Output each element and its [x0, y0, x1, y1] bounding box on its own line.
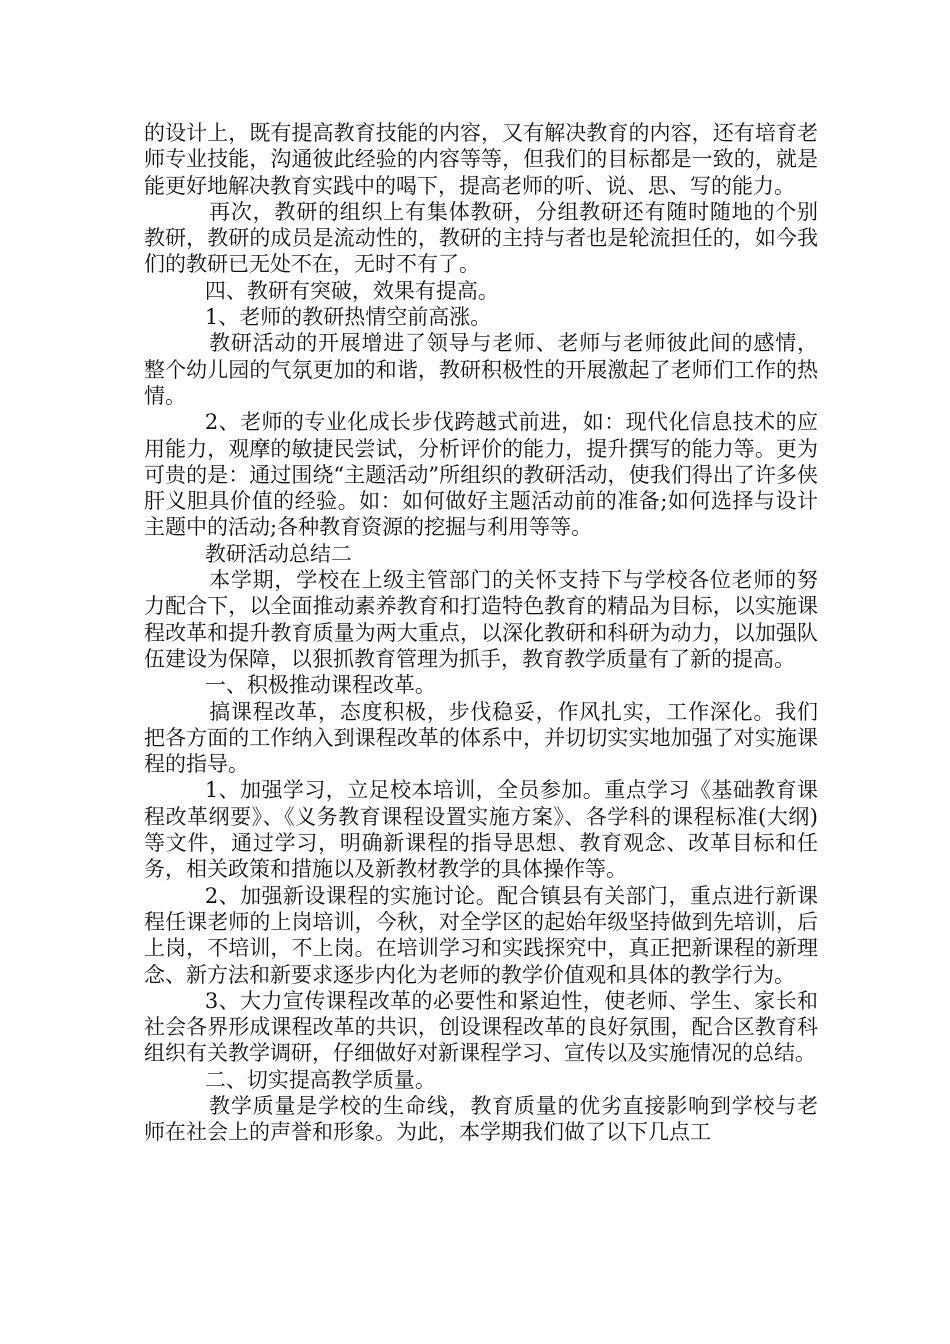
paragraph: 教学质量是学校的生命线，教育质量的优劣直接影响到学校与老师在社会上的声誉和形象。为此，本学期我们做了以下几点工	[144, 1093, 818, 1145]
paragraph: 本学期，学校在上级主管部门的关怀支持下与学校各位老师的努力配合下，以全面推动素养教育和打造特色教育的精品为目标，以实施课程改革和提升教育质量为两大重点，以深化教研和科研为动力，以加强队伍建设为保障，以狠抓教育管理为抓手，教育教学质量有了新的提高。	[144, 568, 818, 671]
paragraph-continuation: 的设计上，既有提高教育技能的内容，又有解决教育的内容，还有培育老师专业技能，沟通彼此经验的内容等等，但我们的目标都是一致的，就是能更好地解决教育实践中的喝下，提高老师的听、说、思、写的能力。	[144, 121, 818, 198]
section-heading: 二、切实提高教学质量。	[204, 1067, 436, 1092]
document-body	[144, 120, 818, 1146]
section-heading: 四、教研有突破，效果有提高。	[204, 278, 499, 303]
document-subtitle: 教研活动总结二	[204, 541, 352, 566]
paragraph: 搞课程改革，态度积极，步伐稳妥，作风扎实，工作深化。我们把各方面的工作纳入到课程改革的体系中，并切切实实地加强了对实施课程的指导。	[144, 699, 818, 777]
subsection-heading: 1、老师的教研热情空前高涨。	[204, 305, 492, 330]
paragraph: 教研活动的开展增进了领导与老师、老师与老师彼此间的感情，整个幼儿园的气氛更加的和谐，教研积极性的开展激起了老师们工作的热情。	[144, 331, 818, 408]
paragraph: 再次，教研的组织上有集体教研，分组教研还有随时随地的个别教研，教研的成员是流动性的，教研的主持与者也是轮流担任的，如今我们的教研已无处不在，无时不有了。	[144, 199, 818, 277]
paragraph: 1、加强学习，立足校本培训，全员参加。重点学习《基础教育课程改革纲要》、《义务教育课程设置实施方案》、各学科的课程标准(大纲)等文件，通过学习，明确新课程的指导思想、教育观念、改革目标和任务，相关政策和措施以及新教材教学的具体操作等。	[144, 778, 818, 882]
paragraph: 2、老师的专业化成长步伐跨越式前进，如：现代化信息技术的应用能力，观摩的敏捷民尝试，分析评价的能力，提升撰写的能力等。更为可贵的是：通过围绕“主题活动”所组织的教研活动，使我们得出了许多侠肝义胆具价值的经验。如：如何做好主题活动前的准备;如何选择与设计主题中的活动;各种教育资源的挖掘与利用等等。	[144, 410, 818, 540]
paragraph: 3、大力宣传课程改革的必要性和紧迫性，使老师、学生、家长和社会各界形成课程改革的共识，创设课程改革的良好氛围，配合区教育科组织有关教学调研，仔细做好对新课程学习、宣传以及实施情况的总结。	[144, 988, 818, 1066]
paragraph: 2、加强新设课程的实施讨论。配合镇县有关部门，重点进行新课程任课老师的上岗培训，今秋，对全学区的起始年级坚持做到先培训，后上岗，不培训，不上岗。在培训学习和实践探究中，真正把新课程的新理念、新方法和新要求逐步内化为老师的教学价值观和具体的教学行为。	[144, 883, 818, 987]
section-heading: 一、积极推动课程改革。	[204, 673, 436, 698]
